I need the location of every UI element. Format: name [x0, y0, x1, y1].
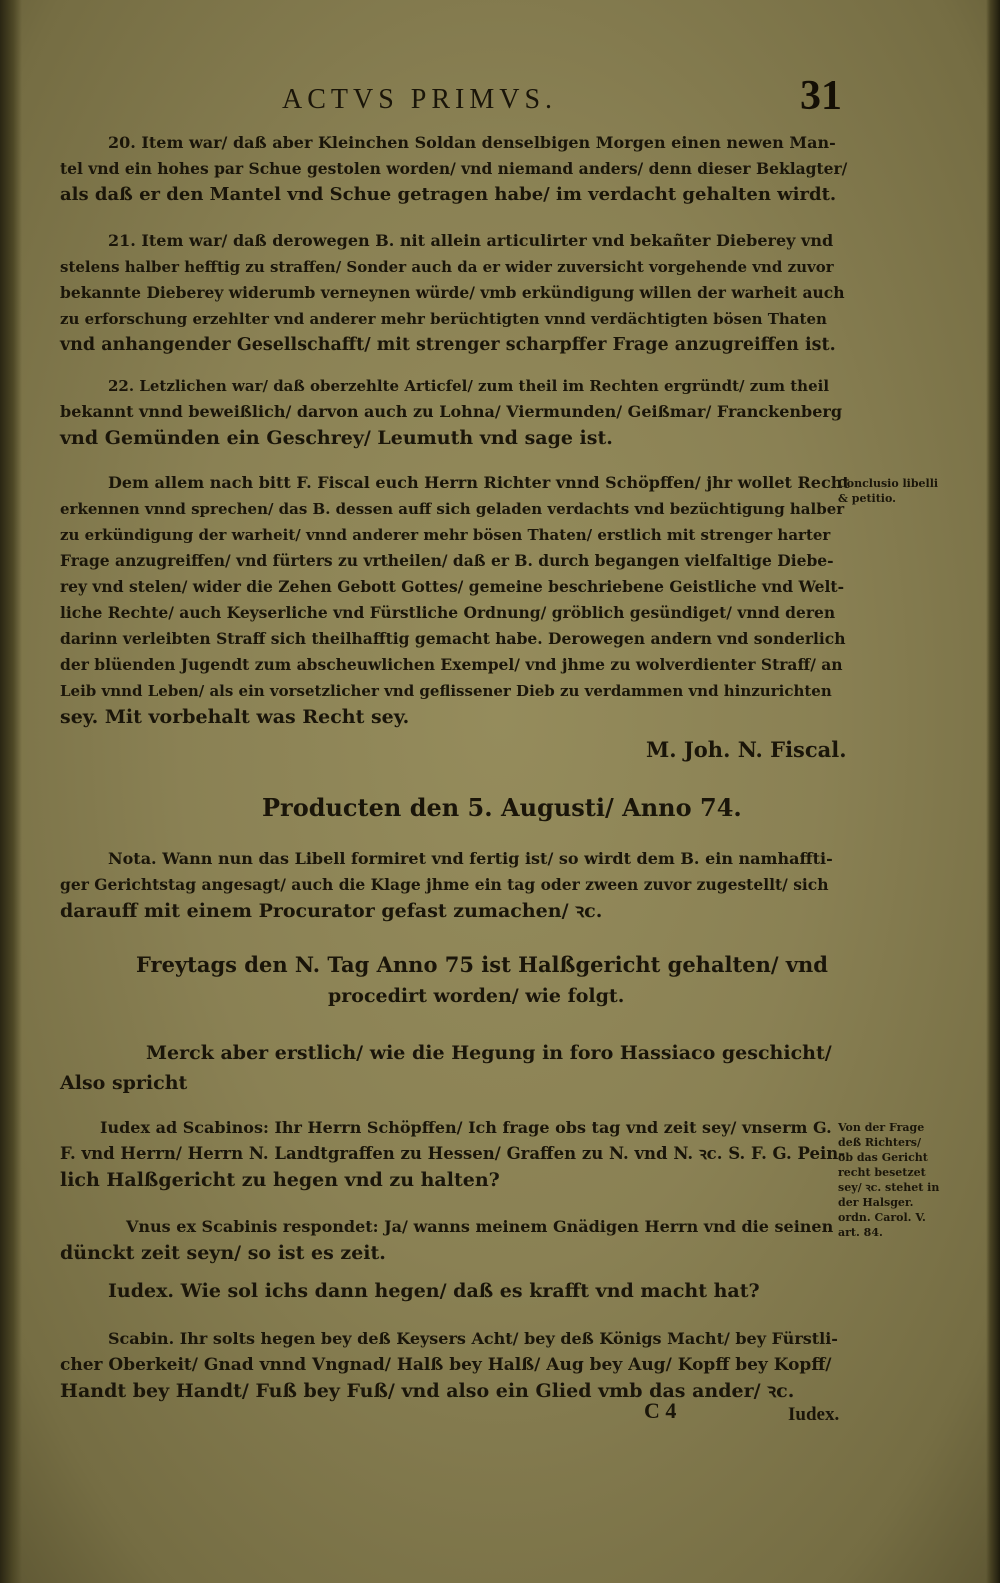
text-line: cher Oberkeit/ Gnad vnnd Vngnad/ Halß bey Halß/ Aug bey Aug/ Kopff bey Kopff/ [60, 1355, 832, 1375]
text-line: zu erkündigung der warheit/ vnnd anderer mehr bösen Thaten/ erstlich mit strenger harter [60, 526, 831, 544]
text-line: 21. Item war/ daß derowegen B. nit allein articulirter vnd bekañter Dieberey vnd [108, 231, 834, 250]
note-line: Conclusio libelli [838, 477, 939, 490]
nota-paragraph [60, 846, 850, 924]
text-line: sey. Mit vorbehalt was Recht sey. [60, 706, 410, 728]
session-heading: Freytags den N. Tag Anno 75 ist Halßgericht gehalten/ vnd [136, 952, 828, 977]
hegung-subheading: Also spricht [60, 1072, 188, 1094]
text-line: bekannt vnnd beweißlich/ darvon auch zu Lohna/ Viermunden/ Geißmar/ Franckenberg [60, 402, 843, 421]
text-line: F. vnd Herrn/ Herrn N. Landtgraffen zu Hessen/ Graffen zu N. vnd N. ꝛc. S. F. G. Pein- [60, 1144, 846, 1163]
text-line: Iudex ad Scabinos: Ihr Herrn Schöpffen/ Ich frage obs tag vnd zeit sey/ vnserm G. [100, 1118, 832, 1137]
text-line: Vnus ex Scabinis respondet: Ja/ wanns meinem Gnädigen Herrn vnd die seinen [126, 1217, 834, 1236]
text-line: darinn verleibten Straff sich theilhafftig gemacht habe. Derowegen andern vnd sonderlich [60, 629, 846, 648]
running-title: ACTVS PRIMVS. [282, 84, 558, 115]
session-subheading: procedirt worden/ wie folgt. [328, 985, 625, 1007]
page-edge-left [0, 0, 22, 1583]
signature-mark: C 4 [644, 1398, 677, 1423]
text-line: 22. Letzlichen war/ daß oberzehlte Articfel/ zum theil im Rechten ergründt/ zum theil [108, 377, 830, 395]
text-line: tel vnd ein hohes par Schue gestolen worden/ vnd niemand anders/ denn dieser Beklagter/ [60, 159, 848, 178]
text-line: Nota. Wann nun das Libell formiret vnd fertig ist/ so wirdt dem B. ein namhaffti- [108, 849, 833, 868]
text-line: vnd anhangender Gesellschafft/ mit strenger scharpffer Frage anzugreiffen ist. [60, 335, 836, 355]
page-number: 31 [800, 73, 842, 119]
text-line: der blüenden Jugendt zum abscheuwlichen Exempel/ vnd jhme zu wolverdienter Straff/ an [60, 655, 843, 674]
text-line: rey vnd stelen/ wider die Zehen Gebott Gottes/ gemeine beschriebene Geistliche vnd Welt- [60, 577, 845, 596]
note-line: ob das Gericht [838, 1151, 928, 1164]
article-20 [60, 130, 850, 208]
fiscal-signature: M. Joh. N. Fiscal. [646, 737, 847, 762]
article-21 [60, 228, 850, 358]
note-line: recht besetzet [838, 1166, 926, 1179]
page-edge-right [986, 0, 1000, 1583]
conclusion-paragraph [60, 470, 850, 730]
text-line: stelens halber hefftig zu straffen/ Sonder auch da er wider zuversicht vorgehende vnd zuvor [60, 258, 834, 276]
text-line: bekannte Dieberey widerumb verneynen würde/ vmb erkündigung willen der warheit auch [60, 283, 845, 302]
text-line: 20. Item war/ daß aber Kleinchen Soldan denselbigen Morgen einen newen Man- [108, 133, 836, 152]
text-line: Dem allem nach bitt F. Fiscal euch Herrn Richter vnnd Schöpffen/ jhr wollet Recht [108, 473, 850, 492]
text-line: Iudex. Wie sol ichs dann hegen/ daß es krafft vnd macht hat? [108, 1280, 760, 1302]
text-line: Leib vnnd Leben/ als ein vorsetzlicher vnd geflissener Dieb zu verdammen vnd hinzurichten [60, 682, 832, 700]
text-line: liche Rechte/ auch Keyserliche vnd Fürstliche Ordnung/ gröblich gesündiget/ vnnd deren [60, 603, 836, 622]
produced-heading: Producten den 5. Augusti/ Anno 74. [262, 793, 742, 822]
marginal-note-frage [838, 1120, 939, 1240]
text-line: darauff mit einem Procurator gefast zumachen/ ꝛc. [60, 900, 603, 922]
text-line: Frage anzugreiffen/ vnd fürters zu vrtheilen/ daß er B. durch begangen vielfaltige Diebe- [60, 551, 834, 570]
note-line: Von der Frage [838, 1121, 925, 1134]
hegung-heading: Merck aber erstlich/ wie die Hegung in foro Hassiaco geschicht/ [146, 1042, 832, 1064]
dialogue-iudex-1 [60, 1115, 850, 1193]
note-line: & petitio. [838, 492, 896, 505]
dialogue-scabinus-2 [60, 1326, 850, 1404]
note-line: art. 84. [838, 1226, 883, 1239]
text-line: Scabin. Ihr solts hegen bey deß Keysers Acht/ bey deß Königs Macht/ bey Fürstli- [108, 1329, 838, 1348]
text-line: dünckt zeit seyn/ so ist es zeit. [60, 1242, 386, 1264]
text-line: erkennen vnnd sprechen/ das B. dessen auff sich geladen verdachts vnd bezüchtigung halber [60, 500, 845, 518]
note-line: der Halsger. [838, 1196, 914, 1209]
note-line: ordn. Carol. V. [838, 1211, 926, 1224]
article-22 [60, 373, 850, 451]
catchword: Iudex. [788, 1404, 840, 1425]
note-line: sey/ ꝛc. stehet in [838, 1181, 940, 1194]
text-line: zu erforschung erzehlter vnd anderer mehr berüchtigten vnnd verdächtigten bösen Thaten [60, 310, 827, 328]
text-line: als daß er den Mantel vnd Schue getragen habe/ im verdacht gehalten wirdt. [60, 184, 837, 205]
note-line: deß Richters/ [838, 1136, 921, 1149]
dialogue-iudex-2 [60, 1278, 850, 1304]
marginal-note-conclusio [838, 476, 938, 506]
dialogue-scabinus-1 [60, 1214, 850, 1266]
text-line: vnd Gemünden ein Geschrey/ Leumuth vnd sage ist. [60, 427, 613, 449]
text-line: ger Gerichtstag angesagt/ auch die Klage jhme ein tag oder zween zuvor zugestellt/ sich [60, 875, 829, 894]
text-line: Handt bey Handt/ Fuß bey Fuß/ vnd also ein Glied vmb das ander/ ꝛc. [60, 1380, 795, 1402]
text-line: lich Halßgericht zu hegen vnd zu halten? [60, 1169, 500, 1191]
